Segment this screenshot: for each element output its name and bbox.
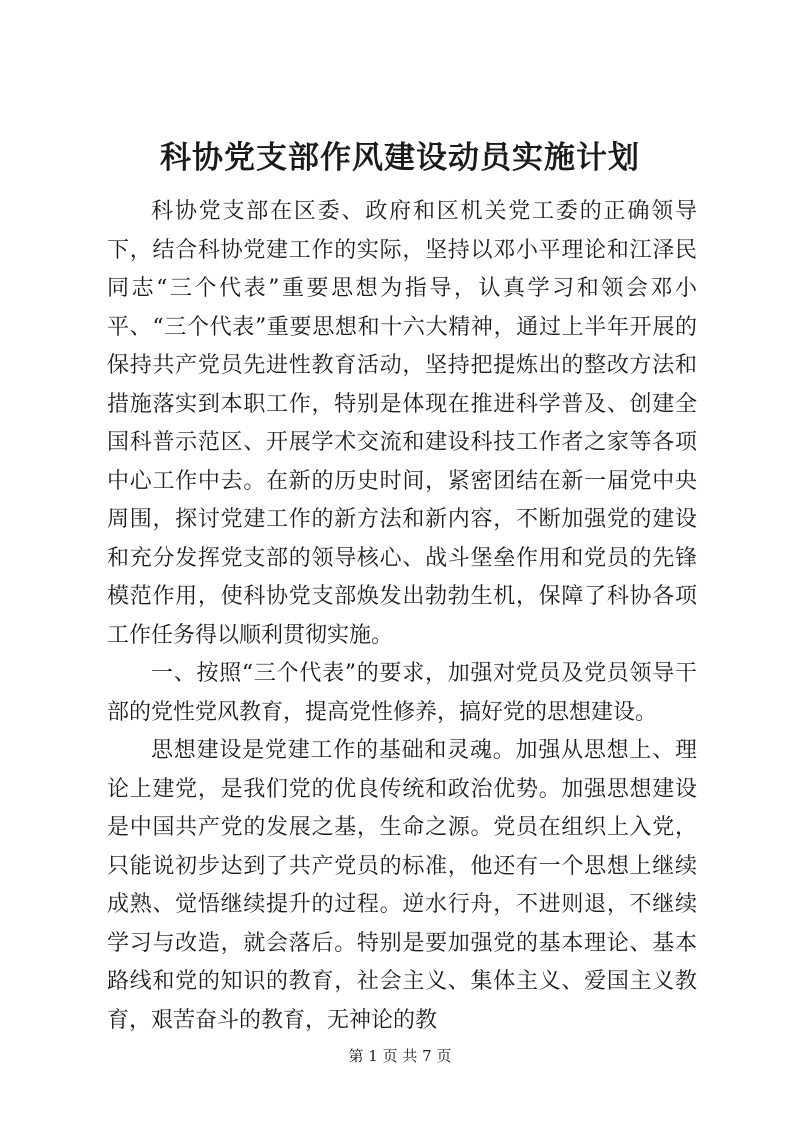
paragraph-section-one-heading: 一、按照“三个代表”的要求，加强对党员及党员领导干部的党性党风教育，提高党性修养，搞好党的思想建设。 xyxy=(107,661,697,725)
page-number-footer: 第 1 页 共 7 页 xyxy=(348,1047,452,1065)
paragraph-intro: 科协党支部在区委、政府和区机关党工委的正确领导下，结合科协党建工作的实际，坚持以邓小平理论和江泽民同志“三个代表”重要思想为指导，认真学习和领会邓小平、“三个代表”重要思想和十六大精神，通过上半年开展的保持共产党员先进性教育活动，坚持把提炼出的整改方法和措施落实到本职工作，特别是体现在推进科学普及、创建全国科普示范区、开展学术交流和建设科技工作者之家等各项中心工作中去。在新的历史时间，紧密团结在新一届党中央周围，探讨党建工作的新方法和新内容，不断加强党的建设和充分发挥党支部的领导核心、战斗堡垒作用和党员的先锋模范作用，使科协党支部焕发出勃勃生机，保障了科协各项工作任务得以顺利贯彻实施。 xyxy=(107,199,697,648)
document-body xyxy=(107,193,697,1040)
document-title: 科协党支部作风建设动员实施计划 xyxy=(160,140,640,176)
paragraph-ideology-building: 思想建设是党建工作的基础和灵魂。加强从思想上、理论上建党，是我们党的优良传统和政治优势。加强思想建设是中国共产党的发展之基，生命之源。党员在组织上入党，只能说初步达到了共产党员的标准，他还有一个思想上继续成熟、觉悟继续提升的过程。逆水行舟，不进则退，不继续学习与改造，就会落后。特别是要加强党的基本理论、基本路线和党的知识的教育，社会主义、集体主义、爱国主义教育，艰苦奋斗的教育，无神论的教 xyxy=(107,738,697,1033)
